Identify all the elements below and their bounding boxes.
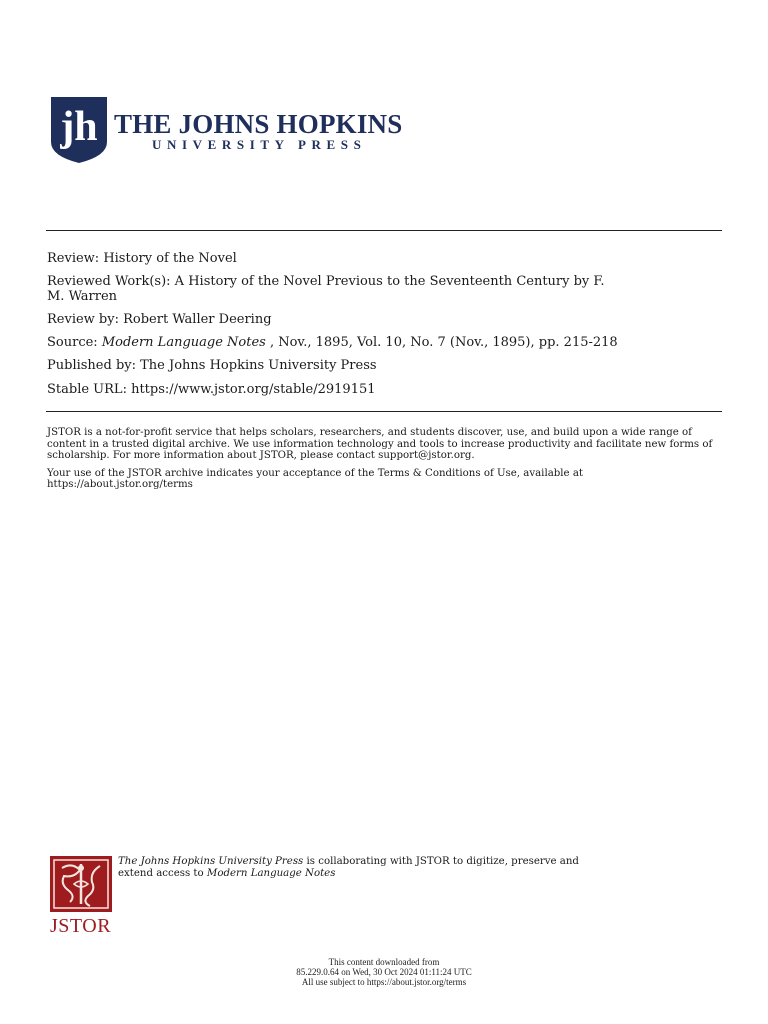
terms-link[interactable]: https://about.jstor.org/terms (47, 479, 193, 490)
collab-publisher: The Johns Hopkins University Press (118, 856, 304, 867)
jstor-emblem-icon (50, 856, 112, 912)
stable-url-link[interactable]: Stable URL: https://www.jstor.org/stable/2919151 (47, 382, 376, 397)
source-prefix: Source: (47, 335, 102, 350)
publisher-logo (50, 96, 402, 164)
logo-glyph: jh (60, 104, 98, 150)
review-title: Review: History of the Novel (47, 251, 237, 266)
citation-block (47, 251, 717, 397)
jstor-description: JSTOR is a not-for-profit service that helps scholars, researchers, and students discover, use, and build upon a wide range of content in a trusted digital archive. We use information technology and tools to increase productivity and facilitate new forms of scholarship. For more information about JSTOR, please contact support@jstor.org. (47, 427, 713, 461)
footer-line3: All use subject to https://about.jstor.org/terms (301, 977, 467, 987)
collaboration-notice (118, 856, 678, 880)
publisher-title: THE JOHNS HOPKINS (114, 109, 403, 139)
bottom-divider (46, 411, 722, 412)
source-line (47, 335, 717, 350)
source-details: , Nov., 1895, Vol. 10, No. 7 (Nov., 1895), pp. 215-218 (265, 335, 618, 350)
source-journal[interactable]: Modern Language Notes (101, 335, 266, 350)
collab-journal: Modern Language Notes (206, 868, 336, 879)
review-by: Review by: Robert Waller Deering (47, 312, 272, 327)
collab-text-line2: extend access to (118, 868, 207, 879)
terms-notice: Your use of the JSTOR archive indicates your acceptance of the Terms & Conditions of Use, available at (47, 467, 583, 479)
jstor-logo (50, 856, 114, 938)
footer-line2: 85.229.0.64 on Wed, 30 Oct 2024 01:11:24 UTC (296, 967, 472, 977)
collab-text: is collaborating with JSTOR to digitize, preserve and (303, 856, 579, 867)
jhu-shield-icon (50, 96, 108, 164)
published-by: Published by: The Johns Hopkins University Press (47, 358, 377, 373)
download-footer (0, 957, 768, 987)
publisher-subtitle: UNIVERSITY PRESS (152, 137, 367, 152)
reviewed-works-line2: M. Warren (47, 289, 118, 304)
reviewed-works-line1: Reviewed Work(s): A History of the Novel Previous to the Seventeenth Century by F. (47, 274, 605, 289)
jstor-wordmark: JSTOR (50, 915, 112, 937)
terms-block (47, 427, 722, 491)
footer-line1: This content downloaded from (328, 957, 440, 967)
top-divider (46, 230, 722, 231)
